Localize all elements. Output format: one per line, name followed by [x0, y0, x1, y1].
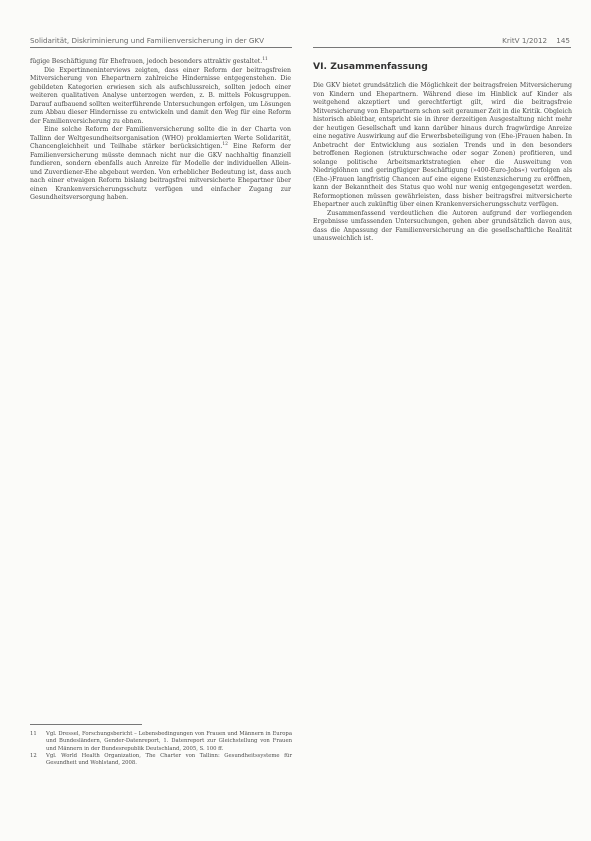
footnotes — [30, 731, 292, 767]
paragraph — [30, 126, 291, 203]
footnote-text: Vgl. Dressel, Forschungsbericht – Lebensbedingungen von Frauen und Männern in Europa und Bundesländern, Gender-Datenreport, 1. Datenreport zur Gleichstellung von Frauen und Männern in der Bundesrepublik Deutschland, 2005, S. 100 ff. — [46, 731, 292, 752]
issue-label: KritV 1/2012 — [502, 36, 548, 45]
paragraph-text: Eine solche Reform der Familienversicherung sollte die in der Charta von Tallinn der Weltgesundheitsorganisation (WHO) proklamierten Werte Solidarität, Chancengleichheit und Teilhabe stärker berücksichtigen. — [30, 126, 291, 150]
paragraph-text: fügige Beschäftigung für Ehefrauen, jedoch besonders attraktiv gestaltet. — [30, 58, 263, 65]
left-column — [30, 58, 291, 203]
header-rule-left — [30, 47, 292, 48]
section-heading: VI. Zusammenfassung — [313, 61, 428, 72]
footnote-ref[interactable]: 12 — [222, 141, 228, 147]
footnote-ref[interactable]: 11 — [262, 56, 268, 62]
footnote-number: 11 — [30, 731, 37, 737]
paragraph-text: Die GKV bietet grundsätzlich die Möglichkeit der beitragsfreien Mitversicherung von Kindern und Ehepartnern. Während diese im Hinblick auf Kinder als weitgehend akzeptiert und gerechtfertigt gilt, wird die beitragsfreie Mitversicherung von Ehepartnern schon seit geraumer Zeit in die Kritik. Obgleich historisch ableitbar, entspricht sie in ihrer derzeitigen Ausgestaltung nicht mehr der heutigen Gesellschaft und kann darüber hinaus durch fragwürdige Anreize eine negative Auswirkung auf die Erwerbsbeteiligung von (Ehe-)Frauen haben. In Anbetracht der Entwicklung aus sozialen Trends und in den besonders betroffenen Regionen (strukturschwache oder sogar Zonen) profitieren, und solange politische Arbeitsmarktstrategien eher die Ausweitung von Niedriglöhnen und geringfügiger Beschäftigung (»400-Euro-Jobs«) verfolgen als (Ehe-)Frauen langfristig Chancen auf eine eigene Existenzsicherung zu eröffnen, kann der Bekanntheit des Status quo wohl nur wenig entgegengesetzt werden. Reformoptionen müssen gewährleisten, dass bisher beitragsfrei mitversicherte Ehepartner auch zukünftig über einen Krankenversicherungsschutz verfügen. — [313, 82, 572, 208]
page-number: 145 — [556, 36, 570, 45]
footnote-divider — [30, 724, 142, 725]
paragraph — [30, 58, 291, 67]
paragraph-text: Die Expertinneninterviews zeigten, dass einer Reform der beitragsfreien Mitversicherung von Ehepartnern zahlreiche Hindernisse entgegenstehen. Die gebildeten Kategorien erwiesen sich als aufschlussreich, sollten jedoch einer weiteren qualitativen Analyse unterzogen werden, z. B. mittels Fokusgruppen. Darauf aufbauend sollten weiterführende Untersuchungen erfolgen, um Lösungen zum Abbau dieser Hindernisse zu entwickeln und damit den Weg für eine Reform der Familienversicherung zu ebnen. — [30, 66, 291, 125]
footnote-text: Vgl. World Health Organization, The Charter von Tallinn: Gesundheitssysteme für Gesundheit und Wohlstand, 2008. — [46, 752, 292, 767]
header-rule-right — [313, 47, 571, 48]
paragraph — [30, 67, 291, 127]
issue-and-page — [502, 36, 570, 45]
paragraph-text-continued: Eine Reform der Familienversicherung müsste demnach nicht nur die GKV nachhaltig finanziell fundieren, sondern ebenfalls auch Anreize für Modelle der individuellen Allein- und Zuverdiener-Ehe abgebaut werden. Von erheblicher Bedeutung ist, dass auch nach einer etwaigen Reform bislang beitragsfrei mitversicherte Ehepartner über einen Krankenversicherungsschutz verfügen und einfacher Zugang zur Gesundheitsversorgung haben. — [30, 143, 291, 201]
footnote-item — [30, 731, 292, 753]
running-title: Solidarität, Diskriminierung und Familienversicherung in der GKV — [30, 36, 265, 45]
footnote-number: 12 — [30, 752, 37, 759]
right-column — [313, 82, 572, 244]
footnote-item — [30, 753, 292, 768]
paragraph — [313, 82, 572, 210]
paragraph-text: Zusammenfassend verdeutlichen die Autoren aufgrund der vorliegenden Ergebnisse umfassenden Untersuchungen, gehen aber grundsätzlich davon aus, dass die Anpassung der Familienversicherung an die gesellschaftliche Realität unausweichlich ist. — [313, 209, 572, 242]
paragraph — [313, 210, 572, 244]
